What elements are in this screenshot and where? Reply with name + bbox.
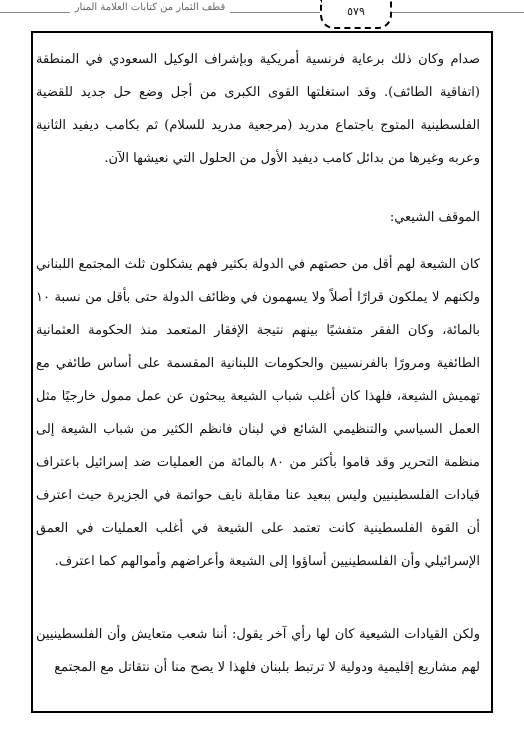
paragraph-3: ولكن القيادات الشيعية كان لها رأي آخر يقول: أننا شعب متعايش وأن الفلسطينيين لهم مشاريع إقليمية ودولية لا ترتبط بلبنان فلهذا لا يصح منا أن نتقاتل مع المجتمع — [36, 627, 480, 675]
book-title: قطف الثمار من كتابات العلامة المنار — [70, 2, 230, 13]
paragraph-1: صدام وكان ذلك برعاية فرنسية أمريكية وبإشراف الوكيل السعودي في المنطقة (اتفاقية الطائف). وقد استغلتها القوى الكبرى من أجل وضع حل جديد للقضية الفلسطينية المتوج باجتماع مدريد (مرجعية مدريد للسلام) ثم بكامب ديفيد الثانية وعربه وغيرها من بدائل كامب ديفيد الأول من الحلول التي نعيشها الآن. — [36, 52, 480, 166]
paragraph-2: كان الشيعة لهم أقل من حصتهم في الدولة بكثير فهم يشكلون ثلث المجتمع اللبناني ولكنهم لا يملكون قرارًا أصلاً ولا يسهمون في وظائف الدولة حتى بأقل من نسبة ١٠ بالمائة، وكان الفقر متفشيًا بينهم نتيجة الإفقار المتعمد منذ الحكومة العثمانية الطائفية ومرورًا بالفرنسيين والحكومات اللبنانية المقسمة على أساس طائفي مع تهميش الشيعة، فلهذا كان أغلب شباب الشيعة يبحثون عن عمل ممول خارجيًا مثل العمل السياسي والتنظيمي الشائع في لبنان فانظم الكثير من شباب الشيعة إلى منظمة التحرير وقد قاموا بأكثر من ٨٠ بالمائة من العمليات ضد إسرائيل باعتراف قيادات الفلسطينيين وليس ببعيد عنا مقابلة نايف حواتمة في الجزيرة حيث اعترف أن القوة الفلسطينية كانت تعتمد على الشيعة في أغلب العمليات في العمق الإسرائيلي وأن الفلسطينيين أساؤوا إلى الشيعة وأعراضهم وأموالهم كما اعترف. — [36, 257, 480, 569]
section-heading: الموقف الشيعي: — [389, 210, 480, 225]
page-number: ٥٧٩ — [320, 0, 392, 29]
